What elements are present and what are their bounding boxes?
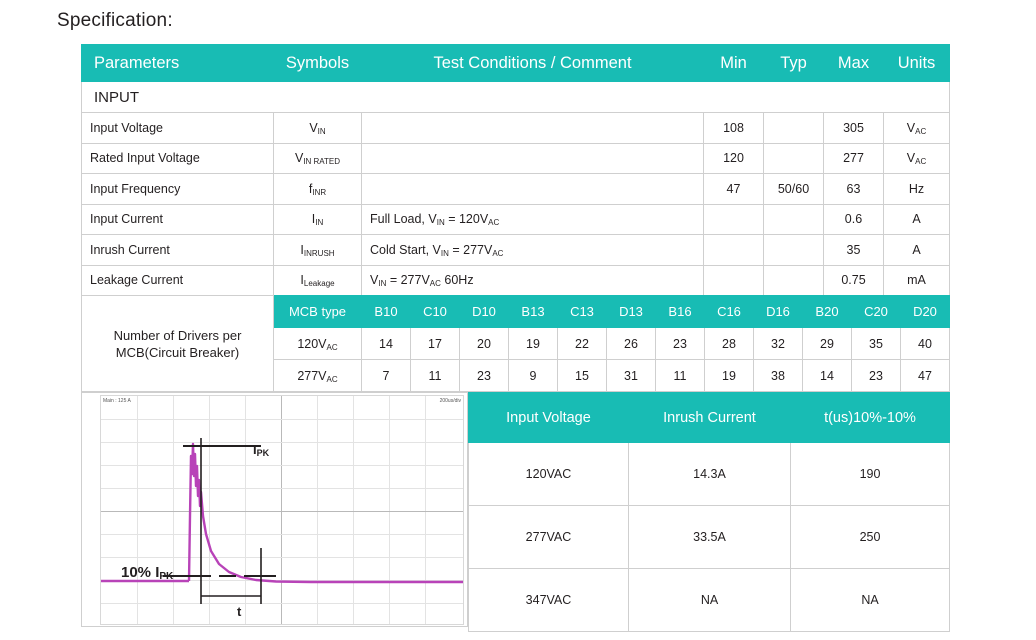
cond-part3: 60Hz [440,273,474,288]
symbol-input-voltage [274,113,362,144]
mcb-cell: 17 [411,328,460,360]
cond-sub2: AC [492,248,504,258]
symbol-input-current [274,204,362,235]
ipk-main: I [253,442,257,457]
mcb-cell: 35 [852,328,901,360]
table-row [82,174,950,205]
mcb-cell: 29 [803,328,852,360]
param-inrush-current: Inrush Current [82,235,274,266]
cond-inrush-current [362,235,704,266]
param-input-frequency: Input Frequency [82,174,274,205]
inrush-header-time: t(us)10%-10% [791,393,950,443]
cond-sub2: AC [488,218,500,228]
typ-rated-input-voltage [764,143,824,174]
max-input-current: 0.6 [824,204,884,235]
cond-part1: V [370,273,379,288]
ipk-sub: PK [256,448,270,458]
header-min: Min [704,45,764,82]
cond-part1: Full Load, V [370,212,437,227]
typ-input-current [764,204,824,235]
inrush-curve [101,396,463,624]
inrush-time-120: 190 [791,443,950,506]
symbol-main: I [300,273,304,288]
mcb-cell: 7 [362,360,411,392]
symbol-main: V [309,120,318,135]
symbol-subscript: Leakage [303,279,335,289]
inrush-time-347: NA [791,569,950,632]
cond-input-frequency [362,174,704,205]
min-leakage-current [704,265,764,296]
table-row [82,143,950,174]
scope-top-right-label: 200us/div [439,398,461,404]
inrush-voltage-120: 120VAC [469,443,629,506]
mcb-cell: 26 [607,328,656,360]
inrush-header-row [469,393,950,443]
mcb-type-b20: B20 [803,296,852,328]
mcb-cell: 20 [460,328,509,360]
inrush-section [81,392,949,640]
max-input-voltage: 305 [824,113,884,144]
min-inrush-current [704,235,764,266]
typ-input-voltage [764,113,824,144]
mcb-label-line2: MCB(Circuit Breaker) [115,344,240,360]
header-test-conditions: Test Conditions / Comment [362,45,704,82]
symbol-main: I [311,212,316,227]
unit-input-frequency: Hz [884,174,950,205]
ten-pct-sub: PK [159,571,174,582]
max-leakage-current: 0.75 [824,265,884,296]
mcb-cell: 11 [656,360,705,392]
mcb-type-c10: C10 [411,296,460,328]
typ-input-frequency: 50/60 [764,174,824,205]
header-units: Units [884,45,950,82]
mcb-row-label-sub: AC [326,342,338,352]
inrush-waveform-figure [81,392,468,627]
table-row [82,235,950,266]
mcb-type-d16: D16 [754,296,803,328]
mcb-cell: 38 [754,360,803,392]
max-input-frequency: 63 [824,174,884,205]
header-typ: Typ [764,45,824,82]
unit-leakage-current: mA [884,265,950,296]
table-row [82,265,950,296]
mcb-cell: 23 [460,360,509,392]
page-title: Specification: [57,10,173,31]
mcb-type-c16: C16 [705,296,754,328]
mcb-type-d10: D10 [460,296,509,328]
symbol-input-frequency [274,174,362,205]
mcb-row-label-sub: AC [326,374,338,384]
mcb-cell: 14 [362,328,411,360]
inrush-current-120: 14.3A [629,443,791,506]
table-row [469,569,950,632]
typ-inrush-current [764,235,824,266]
ten-percent-ipk-annotation [121,564,173,581]
symbol-leakage-current [274,265,362,296]
unit-main: V [906,120,916,135]
mcb-type-d20: D20 [901,296,950,328]
param-input-voltage: Input Voltage [82,113,274,144]
inrush-current-277: 33.5A [629,506,791,569]
section-label-input: INPUT [82,82,950,113]
typ-leakage-current [764,265,824,296]
unit-inrush-current: A [884,235,950,266]
cond-part2: = 277V [448,242,493,257]
mcb-row-label-277vac [274,360,362,392]
mcb-cell: 14 [803,360,852,392]
header-parameters: Parameters [82,45,274,82]
mcb-cell: 23 [656,328,705,360]
symbol-main: I [300,242,304,257]
specification-table [81,44,950,296]
table-row [469,506,950,569]
inrush-header-inrush-current: Inrush Current [629,393,791,443]
mcb-type-header: MCB type [274,296,362,328]
mcb-cell: 19 [509,328,558,360]
symbol-inrush-current [274,235,362,266]
mcb-cell: 9 [509,360,558,392]
ten-pct-main: 10% I [121,564,160,581]
cond-sub1: IN [436,218,445,228]
max-inrush-current: 35 [824,235,884,266]
t-annotation: t [237,604,242,619]
mcb-cell: 40 [901,328,950,360]
cond-sub1: IN [378,279,387,289]
mcb-row-label-main: 277V [297,368,327,383]
symbol-main: V [294,151,304,166]
mcb-type-header-row [82,296,950,328]
mcb-type-c13: C13 [558,296,607,328]
cond-rated-input-voltage [362,143,704,174]
inrush-current-347: NA [629,569,791,632]
symbol-main: f [308,181,313,196]
inrush-time-277: 250 [791,506,950,569]
mcb-type-b13: B13 [509,296,558,328]
mcb-cell: 28 [705,328,754,360]
unit-input-current: A [884,204,950,235]
header-symbols: Symbols [274,45,362,82]
mcb-row-label-120vac [274,328,362,360]
table-row [82,113,950,144]
header-max: Max [824,45,884,82]
mcb-row-label-main: 120V [297,336,327,351]
scope-screen [100,395,464,625]
cond-sub1: IN [440,248,449,258]
mcb-cell: 11 [411,360,460,392]
cond-input-voltage [362,113,704,144]
cond-sub2: AC [429,279,441,289]
unit-main: V [906,151,916,166]
scope-top-left-label: Main : 125 A [103,398,131,404]
inrush-voltage-347: 347VAC [469,569,629,632]
ipk-annotation [253,442,269,457]
mcb-label-line1: Number of Drivers per [113,327,242,343]
symbol-subscript: INRUSH [303,248,335,258]
table-header-row [82,45,950,82]
cond-part2: = 277V [386,273,430,288]
symbol-rated-input-voltage [274,143,362,174]
mcb-cell: 47 [901,360,950,392]
unit-subscript: AC [915,157,927,167]
section-row-input [82,82,950,113]
cond-part2: = 120V [444,212,489,227]
min-rated-input-voltage: 120 [704,143,764,174]
specification-table-wrapper [81,44,949,392]
mcb-cell: 32 [754,328,803,360]
mcb-cell: 31 [607,360,656,392]
mcb-type-b10: B10 [362,296,411,328]
min-input-voltage: 108 [704,113,764,144]
param-leakage-current: Leakage Current [82,265,274,296]
mcb-cell: 22 [558,328,607,360]
unit-rated-input-voltage [884,143,950,174]
inrush-voltage-277: 277VAC [469,506,629,569]
mcb-cell: 15 [558,360,607,392]
inrush-header-input-voltage: Input Voltage [469,393,629,443]
min-input-frequency: 47 [704,174,764,205]
min-input-current [704,204,764,235]
mcb-type-c20: C20 [852,296,901,328]
symbol-subscript: IN [317,126,326,136]
symbol-subscript: INR [312,187,327,197]
unit-input-voltage [884,113,950,144]
unit-subscript: AC [915,126,927,136]
cond-leakage-current [362,265,704,296]
max-rated-input-voltage: 277 [824,143,884,174]
mcb-type-b16: B16 [656,296,705,328]
mcb-cell: 19 [705,360,754,392]
mcb-type-d13: D13 [607,296,656,328]
table-row [82,204,950,235]
param-input-current: Input Current [82,204,274,235]
inrush-measurement-table [468,392,950,632]
table-row [469,443,950,506]
mcb-cell: 23 [852,360,901,392]
symbol-subscript: IN RATED [303,157,341,167]
symbol-subscript: IN [315,218,324,228]
cond-part1: Cold Start, V [370,242,441,257]
cond-input-current [362,204,704,235]
mcb-drivers-label [82,296,274,392]
param-rated-input-voltage: Rated Input Voltage [82,143,274,174]
mcb-table [81,295,950,392]
